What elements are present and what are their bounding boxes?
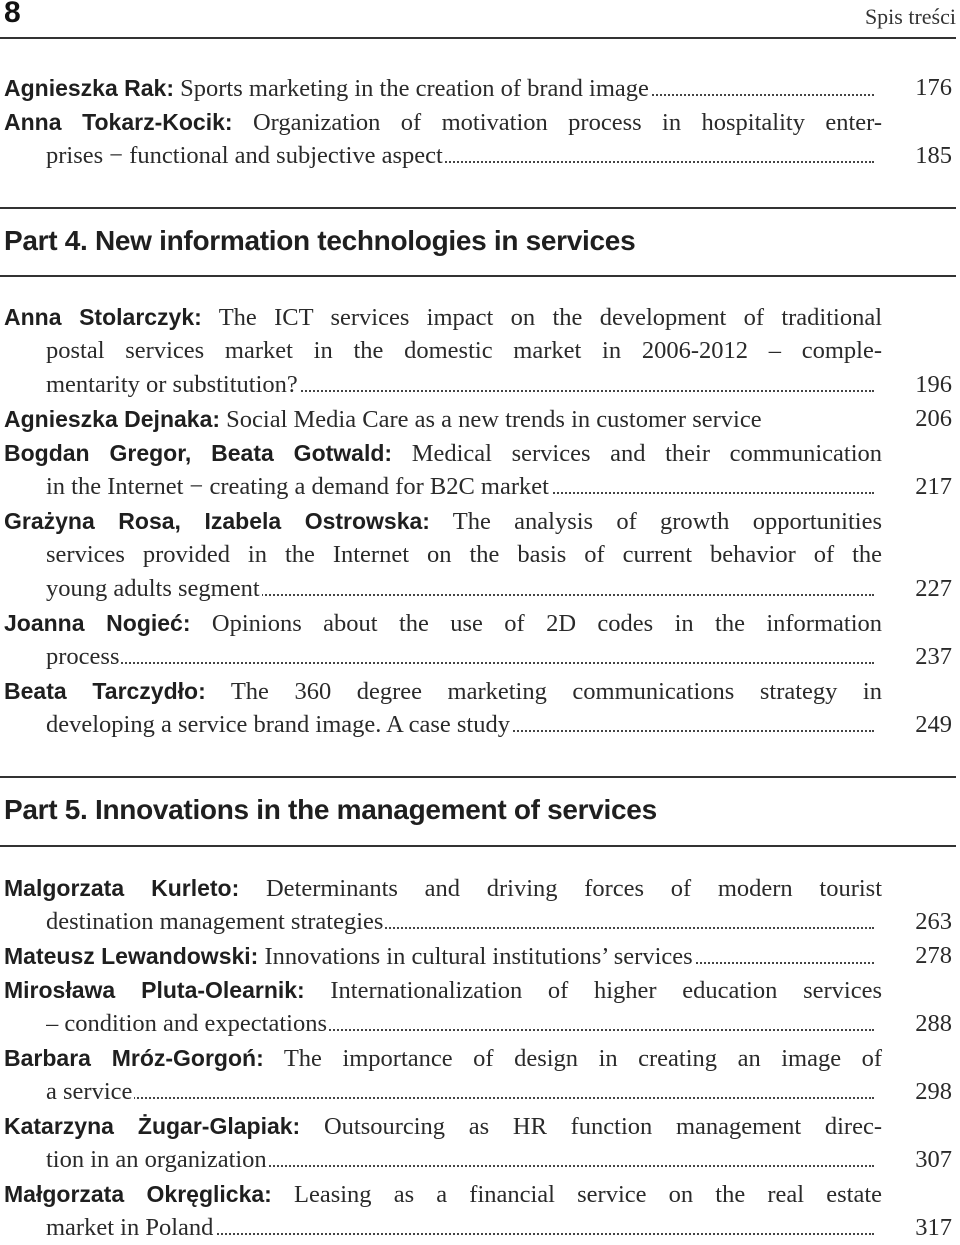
entry-title-line: young adults segment (46, 575, 260, 602)
part-title: Innovations in the management of services (94, 794, 657, 825)
entry-title-line: Outsourcing as HR function management direc- (323, 1113, 882, 1140)
entry-title-line: destination management strategies (46, 908, 384, 935)
entry-author: Barbara Mróz-Gorgoń: (4, 1045, 264, 1071)
entry-title-line: Innovations in cultural institutions’ services (264, 943, 693, 970)
entry-page-number: 237 (915, 643, 952, 670)
entry-author: Joanna Nogieć: (4, 610, 191, 636)
section-rule (0, 845, 956, 847)
entry-page-number: 206 (915, 405, 952, 432)
entry-title-line: market in Poland (46, 1214, 214, 1241)
entry-title-line: Sports marketing in the creation of brand image (180, 75, 649, 102)
entry-author: Anna Tokarz-Kocik: (4, 109, 233, 135)
entry-author: Agnieszka Rak: (4, 75, 175, 101)
entry-page-number: 249 (915, 711, 952, 738)
entry-author: Beata Tarczydło: (4, 678, 206, 704)
entry-author: Grażyna Rosa, Izabela Ostrowska: (4, 508, 430, 534)
entry-title-line: Opinions about the use of 2D codes in the information (211, 610, 882, 637)
entry-title-line: Social Media Care as a new trends in customer service (226, 406, 762, 433)
entry-title-line: Medical services and their communication (411, 440, 882, 467)
entry-title-line: services provided in the Internet on the basis of current behavior of the (46, 541, 882, 568)
toc-entry[interactable] (0, 1177, 956, 1245)
toc-entry[interactable] (0, 674, 956, 742)
entry-author: Agnieszka Dejnaka: (4, 406, 221, 432)
section-rule (0, 275, 956, 277)
entry-page-number: 307 (915, 1146, 952, 1173)
entry-title-line: mentarity or substitution? (46, 371, 298, 398)
toc-entry[interactable] (0, 973, 956, 1041)
toc-entry[interactable] (0, 504, 956, 606)
entry-page-number: 196 (915, 371, 952, 398)
entry-author: Małgorzata Okręglicka: (4, 1181, 272, 1207)
toc-entry[interactable] (0, 402, 956, 436)
entry-author: Mateusz Lewandowski: (4, 943, 259, 969)
toc-entry[interactable] (0, 1041, 956, 1109)
entry-title-line: tion in an organization (46, 1146, 267, 1173)
entry-page-number: 317 (915, 1214, 952, 1241)
entry-page-number: 227 (915, 575, 952, 602)
entry-page-number: 185 (915, 142, 952, 169)
part-title: New information technologies in services (94, 225, 636, 256)
running-head: Spis treści (864, 4, 956, 29)
entry-title-line: Organization of motivation process in hospitality enter- (252, 109, 882, 136)
entry-author: Bogdan Gregor, Beata Gotwald: (4, 440, 393, 466)
entry-page-number: 217 (915, 473, 952, 500)
entry-title-line: prises − functional and subjective aspect (46, 142, 443, 169)
entry-page-number: 263 (915, 908, 952, 935)
page-number: 8 (4, 0, 21, 29)
part-heading (4, 793, 657, 827)
part-heading (4, 224, 635, 258)
entry-title-line: process (46, 643, 120, 670)
entry-author: Mirosława Pluta-Olearnik: (4, 977, 305, 1003)
entry-page-number: 278 (915, 942, 952, 969)
toc-entry[interactable] (0, 300, 956, 402)
part-label: Part 4. (4, 225, 88, 256)
header-rule (0, 37, 956, 39)
entry-title-line: The importance of design in creating an image of (283, 1045, 883, 1072)
toc-entry[interactable] (0, 871, 956, 939)
entry-title-line: Internationalization of higher education services (330, 977, 882, 1004)
entry-author: Malgorzata Kurleto: (4, 875, 240, 901)
entry-page-number: 298 (915, 1078, 952, 1105)
section-rule (0, 207, 956, 209)
entry-title-line: in the Internet − creating a demand for B2C market (46, 473, 549, 500)
entry-author: Anna Stolarczyk: (4, 304, 202, 330)
entry-title-line: The ICT services impact on the development of traditional (218, 304, 883, 331)
entry-title-line: – condition and expectations (46, 1010, 327, 1037)
entry-title-line: postal services market in the domestic market in 2006-2012 – comple- (46, 337, 882, 364)
entry-title-line: The analysis of growth opportunities (452, 508, 882, 535)
toc-entry[interactable] (0, 436, 956, 504)
entry-title-line: a service (46, 1078, 133, 1105)
toc-entry[interactable] (0, 105, 956, 173)
entry-page-number: 176 (915, 74, 952, 101)
entry-title-line: The 360 degree marketing communications strategy in (230, 678, 882, 705)
entry-title-line: Leasing as a financial service on the real estate (294, 1181, 883, 1208)
part-label: Part 5. (4, 794, 88, 825)
toc-entry[interactable] (0, 71, 956, 105)
toc-entry[interactable] (0, 606, 956, 674)
entry-page-number: 288 (915, 1010, 952, 1037)
toc-entry[interactable] (0, 939, 956, 973)
toc-entry[interactable] (0, 1109, 956, 1177)
section-rule (0, 776, 956, 778)
entry-author: Katarzyna Żugar-Glapiak: (4, 1113, 301, 1139)
entry-title-line: developing a service brand image. A case study (46, 711, 510, 738)
entry-title-line: Determinants and driving forces of modern tourist (265, 875, 882, 902)
